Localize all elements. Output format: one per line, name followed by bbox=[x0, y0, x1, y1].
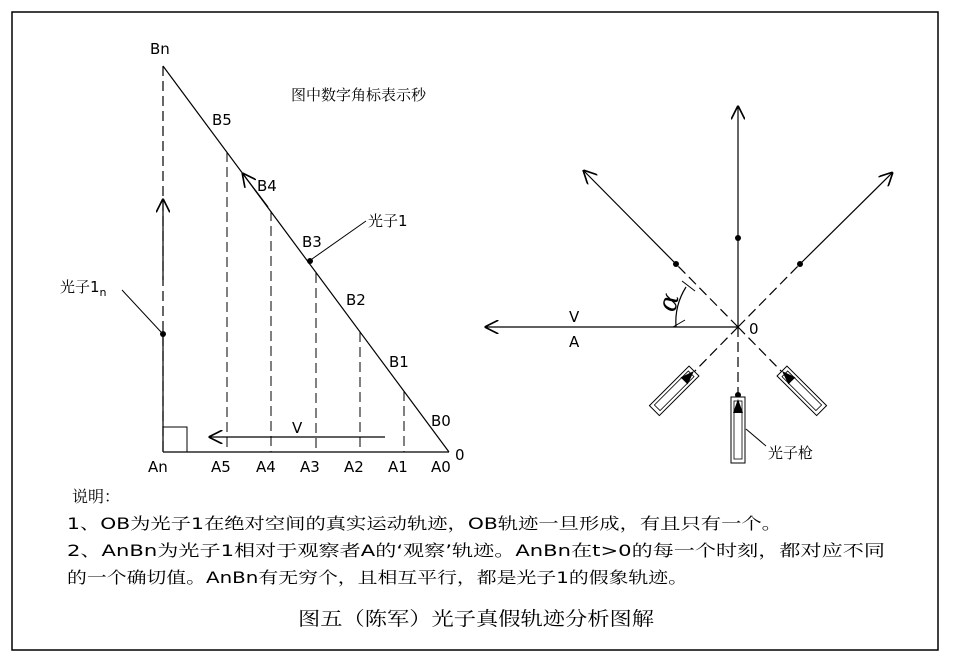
right-diagram bbox=[486, 107, 892, 463]
label-a1: A1 bbox=[388, 458, 408, 476]
label-angle: α bbox=[652, 290, 686, 315]
notes-line-3: 的一个确切值。AnBn有无穷个，且相互平行，都是光子1的假象轨迹。 bbox=[67, 568, 688, 587]
label-photon-gun: 光子枪 bbox=[768, 444, 814, 462]
label-a3: A3 bbox=[300, 458, 320, 476]
ray-upper-right bbox=[800, 173, 892, 264]
label-photon-1: 光子1 bbox=[368, 212, 408, 230]
label-b1: B1 bbox=[389, 353, 409, 371]
left-diagram bbox=[60, 40, 465, 476]
ray-upper-right-dashed bbox=[738, 264, 800, 327]
dot-upper-right bbox=[797, 261, 803, 267]
label-right-velocity: V bbox=[569, 308, 580, 326]
notes-heading: 说明： bbox=[72, 487, 121, 506]
label-photon-1n: 光子$1_n$ bbox=[60, 278, 107, 299]
label-a2: A2 bbox=[344, 458, 364, 476]
label-b3: B3 bbox=[302, 233, 322, 251]
ray-upper-left bbox=[584, 171, 676, 264]
photon-gun-center bbox=[731, 397, 745, 463]
angle-tick-bottom bbox=[673, 320, 685, 327]
label-b4: B4 bbox=[257, 177, 277, 195]
right-angle-mark bbox=[163, 427, 187, 452]
gun-leader bbox=[746, 429, 766, 446]
label-left-velocity: V bbox=[292, 419, 303, 437]
label-a5: A5 bbox=[211, 458, 231, 476]
annotation-subscripts: 图中数字角标表示秒 bbox=[291, 86, 427, 104]
label-right-origin: 0 bbox=[749, 320, 759, 338]
dot-up bbox=[735, 235, 741, 241]
label-left-origin: 0 bbox=[455, 446, 465, 464]
ray-lower-right-dashed bbox=[738, 327, 786, 376]
notes-line-2: 2、AnBn为光子1相对于观察者A的‘观察’轨迹。AnBn在t>0的每一个时刻，都对应不同 bbox=[67, 541, 885, 560]
label-b0: B0 bbox=[431, 412, 451, 430]
notes bbox=[67, 487, 885, 587]
ray-lower-left-dashed bbox=[690, 327, 738, 376]
photon-gun-right bbox=[777, 366, 826, 415]
label-right-observer: A bbox=[569, 333, 580, 351]
label-a0: A0 bbox=[431, 458, 451, 476]
label-bn: Bn bbox=[150, 40, 170, 58]
photon-gun-left bbox=[649, 366, 698, 415]
photon-1n-leader bbox=[122, 290, 161, 332]
ray-upper-left-dashed bbox=[676, 264, 738, 327]
label-b2: B2 bbox=[346, 291, 366, 309]
dot-upper-left bbox=[673, 261, 679, 267]
label-an: An bbox=[148, 458, 168, 476]
notes-line-1: 1、OB为光子1在绝对空间的真实运动轨迹，OB轨迹一旦形成，有且只有一个。 bbox=[67, 514, 782, 533]
label-a4: A4 bbox=[256, 458, 276, 476]
trajectory-ob bbox=[163, 66, 449, 452]
figure-caption: 图五（陈军）光子真假轨迹分析图解 bbox=[298, 608, 654, 630]
label-b5: B5 bbox=[212, 111, 232, 129]
